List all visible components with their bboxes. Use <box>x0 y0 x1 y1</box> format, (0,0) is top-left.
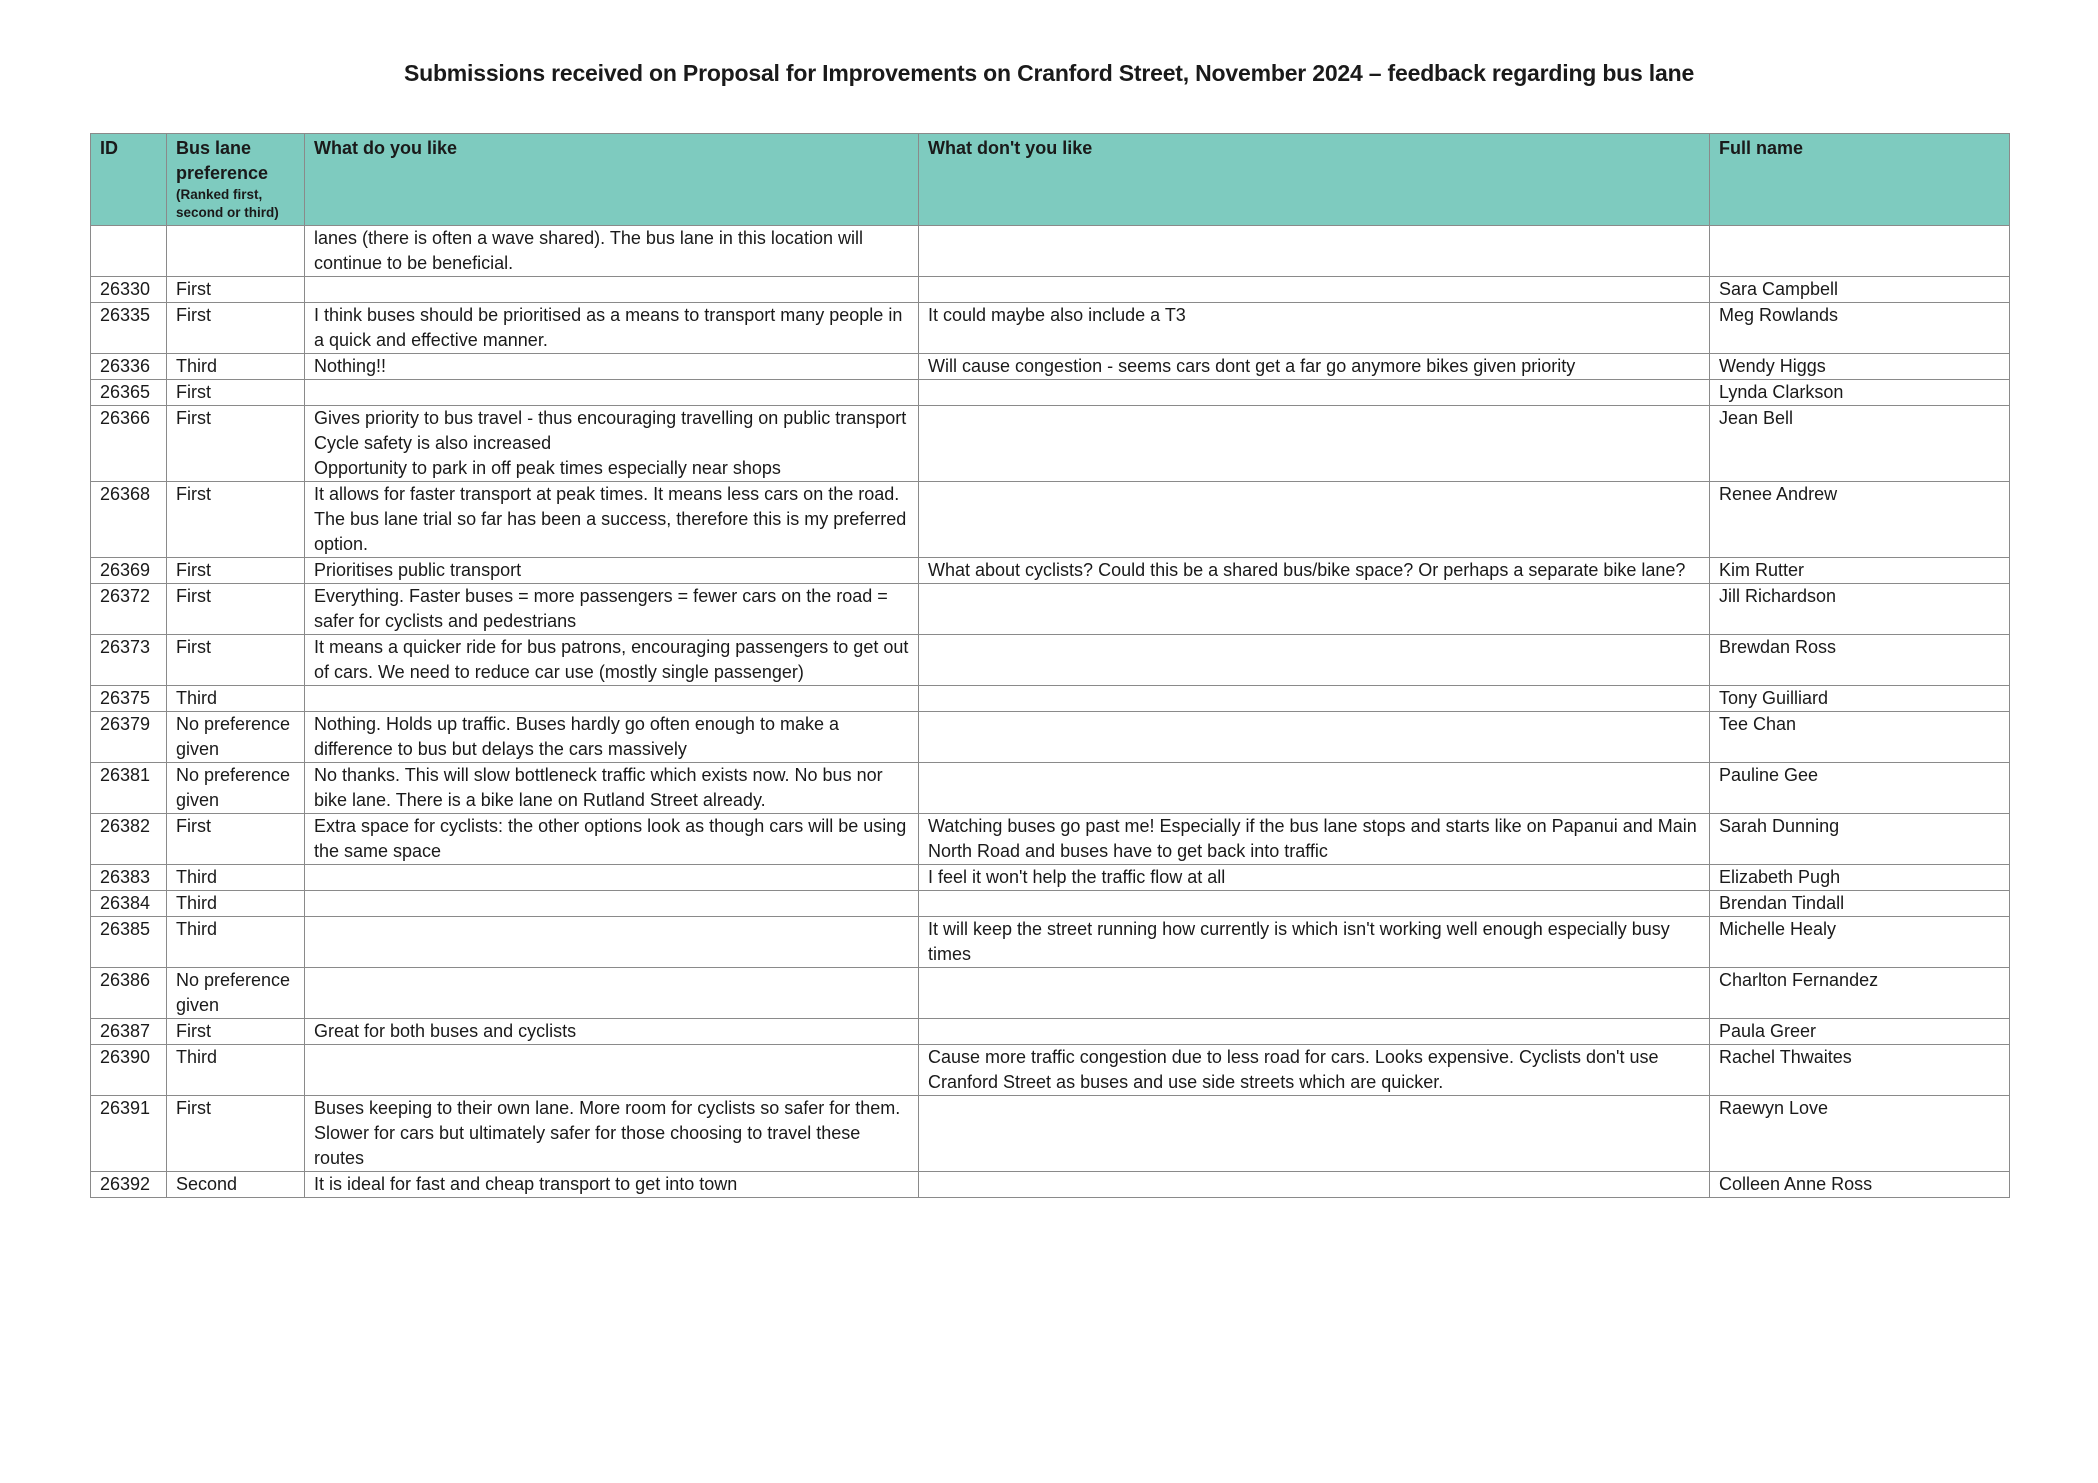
header-row <box>91 134 2010 226</box>
table-row <box>91 380 2010 406</box>
cell-preference: First <box>167 482 305 558</box>
table-row <box>91 865 2010 891</box>
cell-id: 26373 <box>91 635 167 686</box>
cell-like: Nothing!! <box>305 354 919 380</box>
cell-id: 26386 <box>91 968 167 1019</box>
page-title: Submissions received on Proposal for Improvements on Cranford Street, November 2024 – feedback regarding bus lane <box>403 60 1695 86</box>
table-row <box>91 226 2010 277</box>
cell-dislike <box>919 686 1710 712</box>
cell-preference: No preference given <box>167 712 305 763</box>
table-row <box>91 558 2010 584</box>
cell-id: 26390 <box>91 1045 167 1096</box>
cell-full-name: Sarah Dunning <box>1710 814 2010 865</box>
cell-preference: Third <box>167 917 305 968</box>
cell-full-name: Colleen Anne Ross <box>1710 1172 2010 1198</box>
cell-preference: First <box>167 277 305 303</box>
cell-like <box>305 865 919 891</box>
cell-id: 26385 <box>91 917 167 968</box>
cell-full-name: Raewyn Love <box>1710 1096 2010 1172</box>
table-row <box>91 686 2010 712</box>
cell-dislike <box>919 1019 1710 1045</box>
cell-preference <box>167 226 305 277</box>
cell-dislike: It could maybe also include a T3 <box>919 303 1710 354</box>
cell-like: It allows for faster transport at peak times. It means less cars on the road. The bus lane trial so far has been a success, therefore this is my preferred option. <box>305 482 919 558</box>
table-row <box>91 712 2010 763</box>
cell-full-name: Pauline Gee <box>1710 763 2010 814</box>
cell-id <box>91 226 167 277</box>
cell-like <box>305 686 919 712</box>
cell-full-name: Wendy Higgs <box>1710 354 2010 380</box>
cell-like: Nothing. Holds up traffic. Buses hardly go often enough to make a difference to bus but delays the cars massively <box>305 712 919 763</box>
cell-id: 26365 <box>91 380 167 406</box>
cell-preference: First <box>167 635 305 686</box>
cell-preference: Third <box>167 686 305 712</box>
cell-preference: First <box>167 558 305 584</box>
cell-like <box>305 891 919 917</box>
cell-dislike <box>919 1096 1710 1172</box>
cell-dislike <box>919 226 1710 277</box>
cell-preference: First <box>167 1019 305 1045</box>
cell-id: 26379 <box>91 712 167 763</box>
cell-preference: Third <box>167 891 305 917</box>
table-row <box>91 635 2010 686</box>
cell-dislike <box>919 763 1710 814</box>
header-dislike: What don't you like <box>919 134 1710 226</box>
cell-like: It is ideal for fast and cheap transport to get into town <box>305 1172 919 1198</box>
cell-full-name: Renee Andrew <box>1710 482 2010 558</box>
table-row <box>91 1172 2010 1198</box>
cell-full-name: Lynda Clarkson <box>1710 380 2010 406</box>
cell-preference: Third <box>167 354 305 380</box>
cell-dislike <box>919 712 1710 763</box>
table-row <box>91 1045 2010 1096</box>
cell-full-name: Charlton Fernandez <box>1710 968 2010 1019</box>
cell-id: 26392 <box>91 1172 167 1198</box>
cell-id: 26381 <box>91 763 167 814</box>
header-like: What do you like <box>305 134 919 226</box>
cell-id: 26366 <box>91 406 167 482</box>
cell-full-name: Jill Richardson <box>1710 584 2010 635</box>
cell-id: 26372 <box>91 584 167 635</box>
cell-preference: First <box>167 814 305 865</box>
table-row <box>91 406 2010 482</box>
cell-full-name: Paula Greer <box>1710 1019 2010 1045</box>
cell-full-name: Kim Rutter <box>1710 558 2010 584</box>
cell-dislike: Will cause congestion - seems cars dont get a far go anymore bikes given priority <box>919 354 1710 380</box>
cell-like <box>305 968 919 1019</box>
cell-dislike <box>919 584 1710 635</box>
cell-id: 26369 <box>91 558 167 584</box>
submissions-table <box>90 133 2010 1198</box>
cell-like <box>305 917 919 968</box>
cell-dislike: I feel it won't help the traffic flow at all <box>919 865 1710 891</box>
header-preference <box>167 134 305 226</box>
cell-id: 26382 <box>91 814 167 865</box>
cell-dislike: Cause more traffic congestion due to less road for cars. Looks expensive. Cyclists don't use Cranford Street as buses and use side streets which are quicker. <box>919 1045 1710 1096</box>
cell-dislike: What about cyclists? Could this be a shared bus/bike space? Or perhaps a separate bike lane? <box>919 558 1710 584</box>
cell-full-name: Tony Guilliard <box>1710 686 2010 712</box>
table-row <box>91 891 2010 917</box>
cell-preference: No preference given <box>167 968 305 1019</box>
cell-preference: First <box>167 303 305 354</box>
cell-dislike <box>919 406 1710 482</box>
cell-dislike <box>919 635 1710 686</box>
cell-id: 26330 <box>91 277 167 303</box>
cell-like: Extra space for cyclists: the other options look as though cars will be using the same space <box>305 814 919 865</box>
cell-like: Everything. Faster buses = more passengers = fewer cars on the road = safer for cyclists and pedestrians <box>305 584 919 635</box>
cell-dislike: Watching buses go past me! Especially if the bus lane stops and starts like on Papanui and Main North Road and buses have to get back into traffic <box>919 814 1710 865</box>
cell-like: Great for both buses and cyclists <box>305 1019 919 1045</box>
header-preference-note: (Ranked first, second or third) <box>176 187 279 220</box>
cell-id: 26335 <box>91 303 167 354</box>
table-body <box>91 226 2010 1198</box>
cell-full-name: Tee Chan <box>1710 712 2010 763</box>
cell-dislike <box>919 1172 1710 1198</box>
cell-dislike <box>919 277 1710 303</box>
cell-like: I think buses should be prioritised as a means to transport many people in a quick and effective manner. <box>305 303 919 354</box>
cell-like <box>305 1045 919 1096</box>
cell-preference: Third <box>167 865 305 891</box>
cell-like: Prioritises public transport <box>305 558 919 584</box>
cell-id: 26387 <box>91 1019 167 1045</box>
header-id: ID <box>91 134 167 226</box>
cell-preference: First <box>167 1096 305 1172</box>
table-header <box>91 134 2010 226</box>
table-row <box>91 354 2010 380</box>
cell-like: Buses keeping to their own lane. More room for cyclists so safer for them. Slower for cars but ultimately safer for those choosing to travel these routes <box>305 1096 919 1172</box>
cell-like: No thanks. This will slow bottleneck traffic which exists now. No bus nor bike lane. There is a bike lane on Rutland Street already. <box>305 763 919 814</box>
cell-id: 26368 <box>91 482 167 558</box>
header-name: Full name <box>1710 134 2010 226</box>
table-row <box>91 303 2010 354</box>
cell-id: 26375 <box>91 686 167 712</box>
cell-preference: First <box>167 584 305 635</box>
cell-id: 26384 <box>91 891 167 917</box>
table-row <box>91 1019 2010 1045</box>
table-row <box>91 277 2010 303</box>
cell-preference: Third <box>167 1045 305 1096</box>
cell-full-name: Sara Campbell <box>1710 277 2010 303</box>
cell-like <box>305 380 919 406</box>
cell-dislike: It will keep the street running how currently is which isn't working well enough especially busy times <box>919 917 1710 968</box>
cell-id: 26336 <box>91 354 167 380</box>
cell-full-name: Jean Bell <box>1710 406 2010 482</box>
cell-like: It means a quicker ride for bus patrons, encouraging passengers to get out of cars. We need to reduce car use (mostly single passenger) <box>305 635 919 686</box>
table-row <box>91 482 2010 558</box>
cell-full-name: Michelle Healy <box>1710 917 2010 968</box>
cell-preference: First <box>167 380 305 406</box>
cell-full-name: Elizabeth Pugh <box>1710 865 2010 891</box>
cell-preference: No preference given <box>167 763 305 814</box>
table-row <box>91 584 2010 635</box>
cell-full-name: Meg Rowlands <box>1710 303 2010 354</box>
cell-dislike <box>919 891 1710 917</box>
cell-full-name: Brewdan Ross <box>1710 635 2010 686</box>
cell-id: 26391 <box>91 1096 167 1172</box>
cell-full-name <box>1710 226 2010 277</box>
cell-dislike <box>919 482 1710 558</box>
header-preference-label: Bus lane preference <box>176 138 269 183</box>
cell-id: 26383 <box>91 865 167 891</box>
table-row <box>91 917 2010 968</box>
table-row <box>91 1096 2010 1172</box>
cell-full-name: Rachel Thwaites <box>1710 1045 2010 1096</box>
table-row <box>91 763 2010 814</box>
cell-like: lanes (there is often a wave shared). The bus lane in this location will continue to be beneficial. <box>305 226 919 277</box>
cell-like <box>305 277 919 303</box>
cell-dislike <box>919 380 1710 406</box>
table-row <box>91 814 2010 865</box>
cell-preference: Second <box>167 1172 305 1198</box>
cell-like: Gives priority to bus travel - thus encouraging travelling on public transport Cycle safety is also increased Opportunity to park in off peak times especially near shops <box>305 406 919 482</box>
cell-full-name: Brendan Tindall <box>1710 891 2010 917</box>
cell-dislike <box>919 968 1710 1019</box>
table-row <box>91 968 2010 1019</box>
cell-preference: First <box>167 406 305 482</box>
